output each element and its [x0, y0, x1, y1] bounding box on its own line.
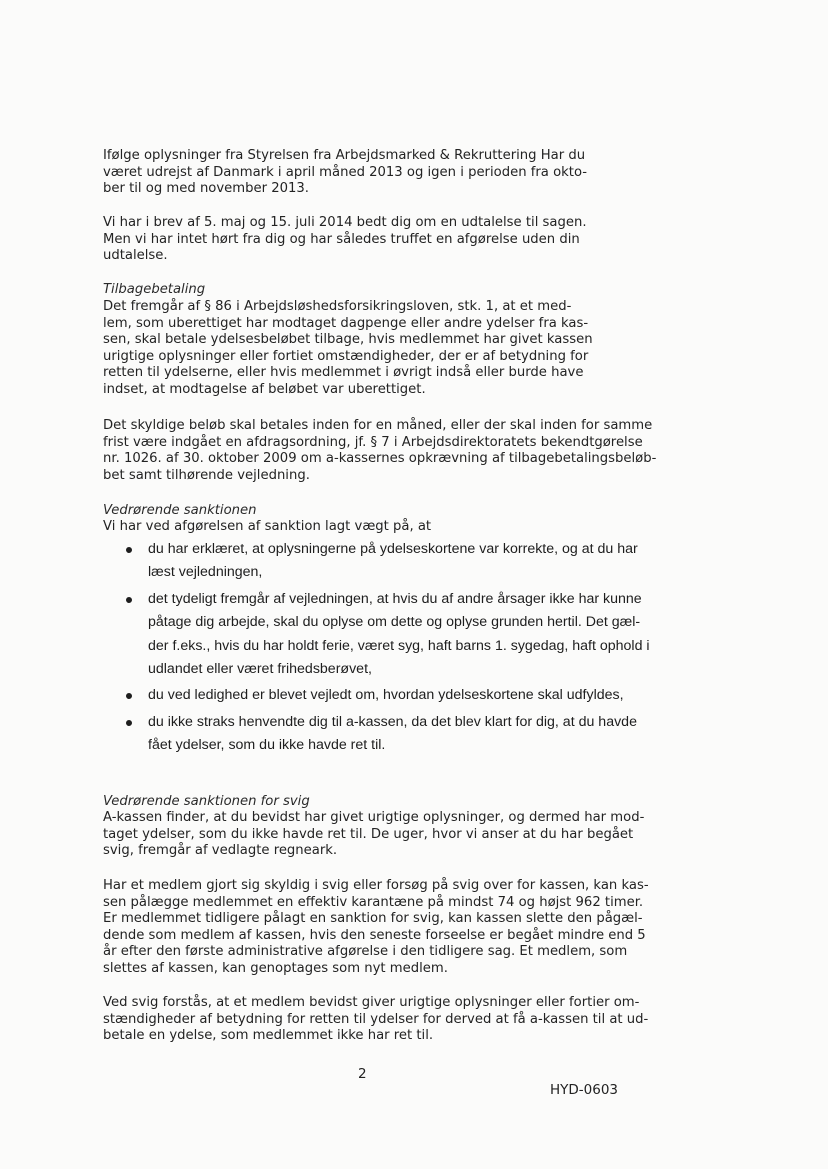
document-code: HYD-0603 [550, 1082, 619, 1098]
text-line: slettes af kassen, kan genoptages som nyt medlem. [103, 960, 448, 976]
text-line: Har et medlem gjort sig skyldig i svig eller forsøg på svig over for kassen, kan kas- [103, 878, 649, 893]
text-line: Det skyldige beløb skal betales inden for en måned, eller der skal inden for samme [103, 418, 653, 433]
text-line: Vi har i brev af 5. maj og 15. juli 2014 bedt dig om en udtalelse til sagen. [103, 215, 587, 230]
text-line: frist være indgået en afdragsordning, jf. § 7 i Arbejdsdirektoratets bekendtgørelse [103, 434, 643, 450]
text-line: påtage dig arbejde, skal du oplyse om dette og oplyse grunden hertil. Det gæl- [148, 614, 641, 631]
text-line: sen, skal betale ydelsesbeløbet tilbage, hvis medlemmet har givet kassen [103, 332, 593, 348]
text-line: Ifølge oplysninger fra Styrelsen fra Arbejdsmarked & Rekruttering Har du [103, 148, 586, 163]
text-line: urigtige oplysninger eller fortiet omstændigheder, der er af betydning for [103, 348, 589, 364]
text-line: nr. 1026. af 30. oktober 2009 om a-kassernes opkrævning af tilbagebetalingsbeløb- [103, 451, 657, 467]
text-line: Er medlemmet tidligere pålagt en sanktion for svig, kan kassen slette den pågæl- [103, 911, 643, 927]
text-line: Det fremgår af § 86 i Arbejdsløshedsforsikringsloven, stk. 1, at et med- [103, 299, 572, 314]
text-line: A-kassen finder, at du bevidst har givet urigtige oplysninger, og dermed har mod- [103, 810, 645, 825]
text-line: ber til og med november 2013. [103, 181, 309, 197]
text-line: du ved ledighed er blevet vejledt om, hvordan ydelseskortene skal udfyldes, [148, 687, 624, 704]
text-line: Men vi har intet hørt fra dig og har således truffet en afgørelse uden din [103, 231, 580, 247]
text-line: indset, at modtagelse af beløbet var uberettiget. [103, 381, 426, 397]
bullet-icon [126, 597, 132, 603]
paragraph-svig-finder [103, 810, 645, 860]
heading-tilbagebetaling: Tilbagebetaling [103, 282, 206, 297]
bullet-icon [126, 720, 132, 726]
list-item [126, 711, 706, 758]
paragraph-udtalelse [103, 215, 623, 265]
text-line: stændigheder af betydning for retten til ydelser for derved at få a-kassen til at ud- [103, 1011, 649, 1027]
sanktion-bullet-list [126, 538, 706, 761]
text-line: du har erklæret, at oplysningerne på ydelseskortene var korrekte, og at du har [148, 541, 638, 557]
text-line: du ikke straks henvendte dig til a-kassen, da det blev klart for dig, at du havde [148, 713, 637, 730]
paragraph-udrejst [103, 148, 623, 198]
text-line: det tydeligt fremgår af vejledningen, at hvis du af andre årsager ikke har kunne [148, 590, 642, 607]
text-line: lem, som uberettiget har modtaget dagpenge eller andre ydelser fra kas- [103, 315, 589, 331]
text-line: Ved svig forstås, at et medlem bevidst giver urigtige oplysninger eller fortier om- [103, 995, 640, 1010]
text-line: betale en ydelse, som medlemmet ikke har ret til. [103, 1028, 434, 1044]
list-item [126, 588, 706, 682]
list-item [126, 684, 706, 707]
bullet-icon [126, 547, 132, 553]
text-line: dende som medlem af kassen, hvis den seneste forseelse er begået mindre end 5 [103, 927, 646, 943]
text-line: taget ydelser, som du ikke havde ret til. De uger, hvor vi anser at du har begået [103, 826, 634, 842]
text-line: svig, fremgår af vedlagte regneark. [103, 843, 338, 859]
text-line: sen pålægge medlemmet en effektiv karantæne på mindst 74 og højst 962 timer. [103, 894, 644, 910]
paragraph-svig-karantaene [103, 878, 649, 978]
text-line: udtalelse. [103, 248, 168, 264]
paragraph-tilbagebetaling [103, 299, 623, 399]
bullet-icon [126, 693, 132, 699]
text-line: retten til ydelserne, eller hvis medlemmet i øvrigt indså eller burde have [103, 365, 584, 381]
heading-sanktionen-svig: Vedrørende sanktionen for svig [103, 794, 310, 809]
paragraph-svig-definition [103, 995, 649, 1045]
text-line: læst vejledningen, [148, 564, 263, 581]
text-line: været udrejst af Danmark i april måned 2013 og igen i perioden fra okto- [103, 164, 588, 180]
list-item [126, 538, 706, 585]
heading-sanktionen: Vedrørende sanktionen [103, 503, 257, 518]
text-line: år efter den første administrative afgørelse i den tidligere sag. Et medlem, som [103, 944, 628, 960]
paragraph-skyldige-beloeb [103, 418, 657, 484]
text-line: Vi har ved afgørelsen af sanktion lagt vægt på, at [103, 519, 432, 534]
text-line: bet samt tilhørende vejledning. [103, 467, 310, 483]
text-line: fået ydelser, som du ikke havde ret til. [148, 737, 386, 754]
page-number: 2 [358, 1066, 367, 1082]
text-line: der f.eks., hvis du har holdt ferie, været syg, haft barns 1. sygedag, haft ophold i [148, 637, 650, 654]
paragraph-sanktion-intro [103, 519, 623, 536]
text-line: udlandet eller været frihedsberøvet, [148, 661, 372, 678]
